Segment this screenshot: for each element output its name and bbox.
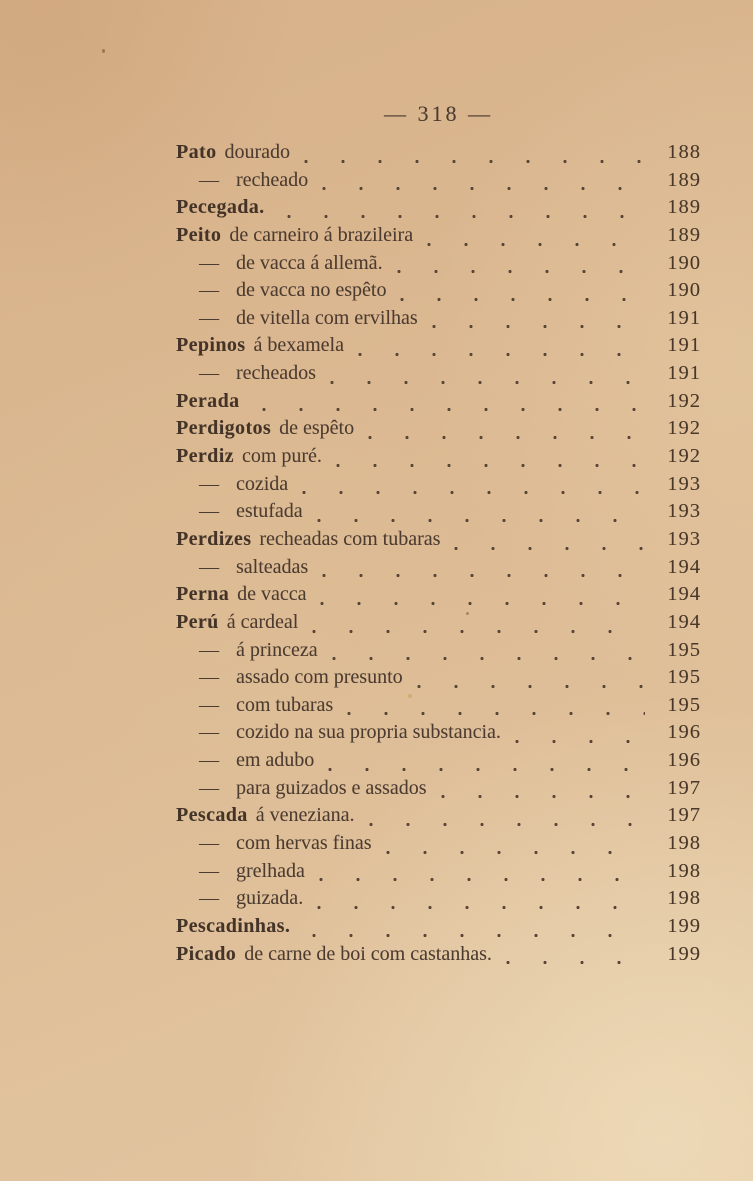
entry-text: á cardeal (226, 610, 299, 633)
entry-text: de vitella com ervilhas (236, 306, 418, 329)
entry-page-number: 198 (667, 859, 701, 882)
entry-page-number: 192 (667, 445, 701, 468)
index-entry-row (176, 915, 701, 943)
index-entry-row (176, 860, 701, 888)
dot-leader (513, 739, 645, 744)
dot-leader (439, 794, 646, 799)
entry-text: para guizados e assados (236, 776, 427, 799)
entry-text: á princeza (236, 638, 318, 661)
page-number-header: — 318 — (384, 101, 493, 126)
entry-page-number: 189 (667, 223, 701, 246)
entry-text: de vacca á allemã. (236, 251, 383, 274)
entry-dash: — (199, 638, 219, 661)
index-entry-row (176, 694, 701, 722)
index-entry-row (176, 639, 701, 667)
entry-page-number: 191 (667, 306, 701, 329)
paper-speck (408, 694, 412, 698)
entry-dash: — (199, 749, 219, 772)
entry-dash: — (199, 555, 219, 578)
index-entry-row (176, 169, 701, 197)
entry-text: em adubo (236, 749, 315, 772)
paper-speck (466, 612, 469, 615)
entry-page-number: 193 (667, 500, 701, 523)
index-entry-row (176, 417, 701, 445)
index-entry-row (176, 804, 701, 832)
entry-page-number: 194 (667, 610, 701, 633)
entry-page-number: 195 (667, 693, 701, 716)
dot-leader (318, 601, 645, 606)
dot-leader (320, 573, 645, 578)
entry-page-number: 194 (667, 555, 701, 578)
entry-lead-word: Pepinos (176, 334, 246, 357)
entry-dash: — (199, 306, 219, 329)
index-entry-row (176, 611, 701, 639)
dot-leader (328, 380, 645, 385)
entry-page-number: 199 (667, 942, 701, 965)
entry-dash: — (199, 693, 219, 716)
entry-lead-word: Pescada (176, 804, 248, 827)
entry-lead-word: Peito (176, 223, 222, 246)
entry-text: com tubaras (236, 693, 334, 716)
entry-dash: — (199, 472, 219, 495)
dot-leader (345, 711, 645, 716)
index-entry-row (176, 445, 701, 473)
entry-text: com puré. (241, 445, 322, 468)
index-entry-row (176, 721, 701, 749)
index-entry-row (176, 390, 701, 418)
entry-text: de espêto (279, 417, 355, 440)
entry-page-number: 191 (667, 334, 701, 357)
entry-dash: — (199, 776, 219, 799)
index-entry-row (176, 943, 701, 971)
entry-lead-word: Perdizes (176, 527, 252, 550)
dot-leader (334, 463, 645, 468)
entry-dash: — (199, 279, 219, 302)
dot-leader (320, 186, 645, 191)
entry-text: salteadas (236, 555, 309, 578)
entry-page-number: 194 (667, 583, 701, 606)
entry-page-number: 196 (667, 749, 701, 772)
entry-text: cozida (236, 472, 289, 495)
entry-text: á veneziana. (255, 804, 355, 827)
entry-text: dourado (224, 141, 291, 163)
index-entry-row (176, 307, 701, 335)
dot-leader (430, 324, 645, 329)
index-entry-row (176, 887, 701, 915)
dot-leader (285, 214, 645, 219)
entry-text: de carne de boi com castanhas. (244, 942, 492, 965)
entry-lead-word: Pato (176, 141, 217, 163)
index-entry-row (176, 832, 701, 860)
entry-page-number: 188 (667, 141, 701, 163)
entry-text: com hervas finas (236, 832, 372, 855)
entry-dash: — (199, 832, 219, 855)
dot-leader (260, 407, 646, 412)
entry-lead-word: Picado (176, 942, 237, 965)
entry-lead-word: Pecegada. (176, 196, 265, 219)
entry-text: de carneiro á brazileira (229, 223, 414, 246)
entry-page-number: 197 (667, 776, 701, 799)
entry-dash: — (199, 887, 219, 910)
entry-page-number: 189 (667, 168, 701, 191)
entry-lead-word: Perna (176, 583, 230, 606)
entry-lead-word: Pescadinhas. (176, 914, 291, 937)
index-entry-row (176, 556, 701, 584)
entry-dash: — (199, 168, 219, 191)
dot-leader (504, 960, 645, 965)
entry-page-number: 195 (667, 638, 701, 661)
entry-dash: — (199, 859, 219, 882)
entry-text: recheado (236, 168, 309, 191)
dot-leader (384, 850, 645, 855)
dot-leader (395, 269, 645, 274)
entry-page-number: 190 (667, 251, 701, 274)
dot-leader (317, 877, 645, 882)
entry-page-number: 193 (667, 472, 701, 495)
index-entry-row (176, 224, 701, 252)
entry-page-number: 193 (667, 527, 701, 550)
entry-page-number: 198 (667, 832, 701, 855)
index-entry-row (176, 334, 701, 362)
entry-text: guizada. (236, 887, 304, 910)
entry-lead-word: Perdigotos (176, 417, 272, 440)
dot-leader (356, 352, 645, 357)
entry-text: estufada (236, 500, 303, 523)
entry-dash: — (199, 500, 219, 523)
dot-leader (415, 684, 645, 689)
dot-leader (300, 490, 645, 495)
index-entry-row (176, 362, 701, 390)
entry-page-number: 192 (667, 417, 701, 440)
dot-leader (425, 242, 645, 247)
dot-leader (367, 822, 645, 827)
entry-page-number: 196 (667, 721, 701, 744)
dot-leader (315, 518, 645, 523)
index-entry-row (176, 141, 701, 169)
entry-text: recheadas com tubaras (259, 527, 441, 550)
dot-leader (315, 905, 645, 910)
index-entry-row (176, 666, 701, 694)
entry-lead-word: Perú (176, 610, 219, 633)
index-entry-row (176, 777, 701, 805)
dot-leader (326, 767, 645, 772)
entry-page-number: 199 (667, 914, 701, 937)
entry-lead-word: Perdiz (176, 445, 234, 468)
entry-dash: — (199, 721, 219, 744)
dot-leader (452, 546, 645, 551)
paper-speck (102, 49, 105, 53)
index-entry-row (176, 252, 701, 280)
index-list (176, 141, 701, 970)
entry-dash: — (199, 251, 219, 274)
dot-leader (398, 297, 645, 302)
entry-text: á bexamela (253, 334, 344, 357)
entry-page-number: 191 (667, 362, 701, 385)
index-entry-row (176, 749, 701, 777)
entry-text: grelhada (236, 859, 305, 882)
index-entry-row (176, 583, 701, 611)
dot-leader (330, 656, 645, 661)
entry-page-number: 198 (667, 887, 701, 910)
entry-page-number: 197 (667, 804, 701, 827)
dot-leader (310, 629, 645, 634)
entry-page-number: 195 (667, 666, 701, 689)
entry-text: assado com presunto (236, 666, 403, 689)
index-entry-row (176, 473, 701, 501)
index-entry-row (176, 196, 701, 224)
entry-text: cozido na sua propria substancia. (236, 721, 501, 744)
entry-page-number: 192 (667, 389, 701, 412)
dot-leader (310, 933, 645, 938)
entry-text: de vacca no espêto (236, 279, 387, 302)
entry-page-number: 190 (667, 279, 701, 302)
entry-page-number: 189 (667, 196, 701, 219)
dot-leader (302, 159, 645, 164)
dot-leader (366, 435, 645, 440)
entry-text: recheados (236, 362, 316, 385)
entry-dash: — (199, 362, 219, 385)
entry-dash: — (199, 666, 219, 689)
index-entry-row (176, 528, 701, 556)
entry-text: de vacca (237, 583, 307, 606)
entry-lead-word: Perada (176, 389, 240, 412)
index-entry-row (176, 500, 701, 528)
index-entry-row (176, 279, 701, 307)
